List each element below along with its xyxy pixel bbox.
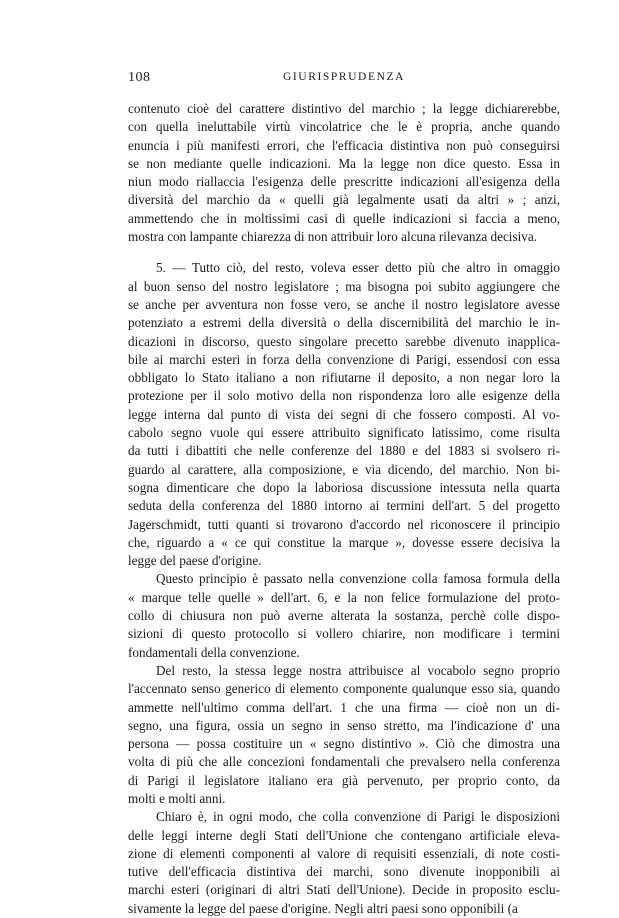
text-line: collo di chiusura non può averne alterata la sostanza, perchè colle dispo-: [128, 608, 560, 624]
text-line: tutive dell'efficacia distintiva dei marchi, sono divenute inopponibili ai: [128, 864, 560, 880]
paragraph-gap: [128, 246, 560, 259]
paragraph: [128, 570, 560, 661]
page-header: [128, 70, 560, 86]
text-line: enuncia i più manifesti errori, che l'efficacia distintiva non può conseguirsi: [128, 137, 560, 153]
text-line: sogna dimenticare che dopo la laboriosa discussione intessuta nella quarta: [128, 479, 560, 495]
paragraph: [128, 808, 560, 918]
text-line: sizioni di questo protocollo si vollero chiarire, non modificare i termini: [128, 626, 560, 642]
paragraph: [128, 100, 560, 246]
body-text: [128, 100, 560, 918]
text-line: protezione per il solo motivo della non rispondenza loro alle esigenze della: [128, 388, 560, 404]
text-line: bile ai marchi esteri in forza della convenzione di Parigi, essendosi con essa: [128, 351, 560, 367]
text-line: diversità del marchio da « quelli già legalmente usati da altri » ; anzi,: [128, 192, 560, 208]
text-line: molti e molti anni.: [128, 790, 226, 806]
text-line: al buon senso del nostro legislatore ; ma bisogna poi subito aggiungere che: [128, 278, 560, 294]
text-line: di Parigi il legislatore italiano era già pervenuto, per proprio conto, da: [128, 772, 560, 788]
text-line: niun modo riallaccia l'esigenza delle prescritte indicazioni all'esigenza della: [128, 174, 560, 190]
text-line: zione di elementi componenti al valore di requisiti essenziali, di note costi-: [128, 845, 560, 861]
paragraph: [128, 662, 560, 808]
text-line: mostra con lampante chiarezza di non attribuir loro alcuna rilevanza decisiva.: [128, 229, 537, 245]
text-line: dicazioni in discorso, questo singolare precetto sarebbe divenuto inapplica-: [128, 333, 560, 349]
text-line: sivamente la legge del paese d'origine. Negli altri paesi sono opponibili (a: [128, 900, 518, 916]
text-line: Questo principio è passato nella convenzione colla famosa formula della: [156, 571, 560, 587]
page-number: 108: [128, 70, 151, 85]
text-line: seduta della conferenza del 1880 intorno ai termini dell'art. 5 del progetto: [128, 498, 560, 514]
text-line: l'accennato senso generico di elemento componente qualunque esso sia, quando: [128, 681, 560, 697]
text-line: con quella ineluttabile virtù vincolatrice che le è propria, anche quando: [128, 119, 560, 135]
text-line: potenziato a estremi della diversità o della discernibilità del marchio le in-: [128, 315, 560, 331]
text-line: fondamentali della convenzione.: [128, 644, 300, 660]
text-line: obbligato lo Stato italiano a non rifiutarne il deposito, a non negar loro la: [128, 370, 560, 386]
text-line: che, riguardo a « ce qui constitue la marque », dovesse essere decisiva la: [128, 534, 560, 550]
text-line: se non mediante quelle indicazioni. Ma la legge non dice questo. Essa in: [128, 155, 560, 171]
text-line: Del resto, la stessa legge nostra attribuisce al vocabolo segno proprio: [156, 662, 560, 678]
text-line: guardo al carattere, alla composizione, e via dicendo, del marchio. Non bi-: [128, 461, 560, 477]
text-line: volta di più che alle concezioni fondamentali che prevalsero nella conferenza: [128, 754, 560, 770]
text-line: Chiaro è, in ogni modo, che colla convenzione di Parigi le disposizioni: [156, 809, 560, 825]
text-line: ammette nell'ultimo comma dell'art. 1 che una firma — cioè non un di-: [128, 699, 560, 715]
text-line: se anche per avventura non fosse vero, se anche il nostro legislatore avesse: [128, 296, 560, 312]
text-line: legge interna dal punto di vista dei segni di che fossero composti. Al vo-: [128, 406, 560, 422]
text-line: 5. — Tutto ciò, del resto, voleva esser detto più che altro in omaggio: [156, 260, 560, 276]
text-line: persona — possa costituire un « segno distintivo ». Ciò che dimostra una: [128, 736, 560, 752]
text-line: marchi esteri (originari di altri Stati dell'Unione). Decide in proposito esclu-: [128, 882, 560, 898]
text-line: da tutti i dibattiti che nelle conferenze del 1880 e del 1883 si svolsero ri-: [128, 443, 560, 459]
text-line: legge del paese d'origine.: [128, 553, 262, 569]
text-line: « marque telle quelle » dell'art. 6, e la non felice formulazione del proto-: [128, 589, 560, 605]
text-line: Jagerschmidt, tutti quanti si trovarono d'accordo nel riconoscere il principio: [128, 516, 560, 532]
text-line: delle leggi interne degli Stati dell'Unione che contengano artificiale eleva-: [128, 827, 560, 843]
paragraph: [128, 259, 560, 570]
text-line: segno, una figura, ossia un segno in senso stretto, ma l'indicazione d' una: [128, 717, 560, 733]
running-title: GIURISPRUDENZA: [282, 71, 406, 83]
text-line: cabolo segno vuole qui essere attribuito significato latissimo, come risulta: [128, 425, 560, 441]
text-line: contenuto cioè del carattere distintivo del marchio ; la legge dichiarerebbe,: [128, 101, 560, 116]
text-line: ammettendo che in moltissimi casi di quelle indicazioni si faccia a meno,: [128, 210, 560, 226]
